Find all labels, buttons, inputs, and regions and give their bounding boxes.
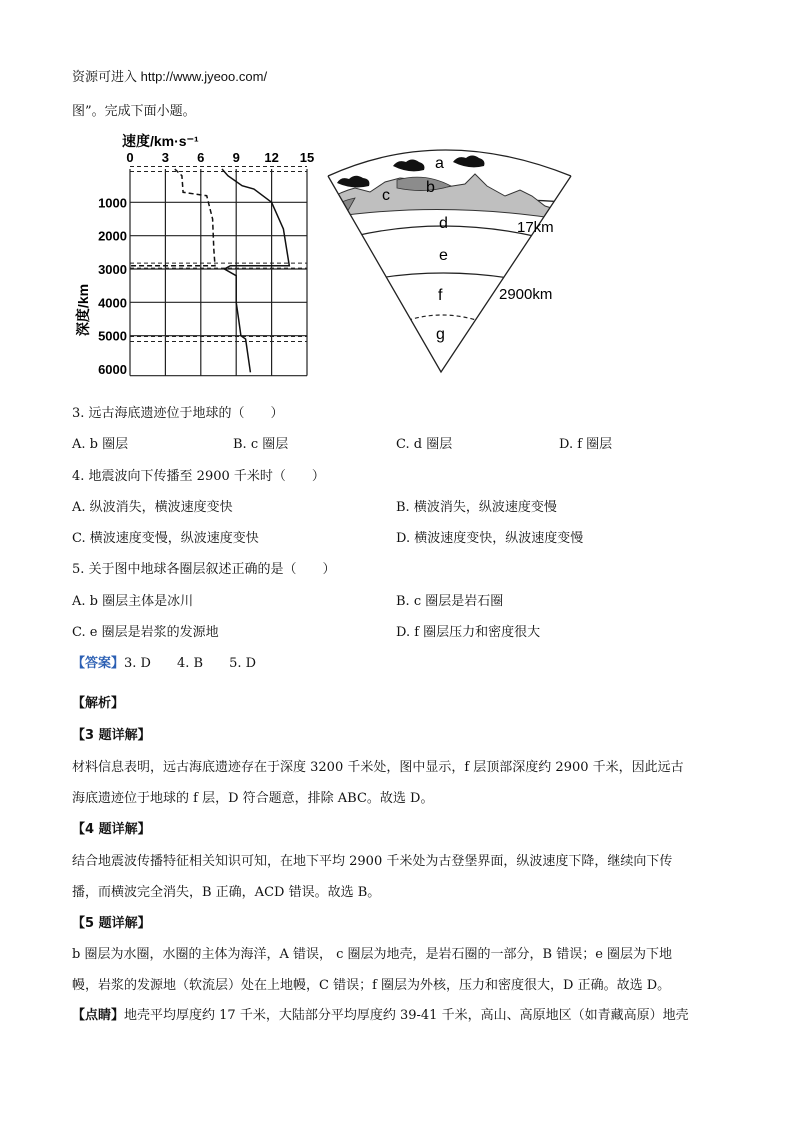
- answer-tag: 【答案】: [72, 656, 125, 671]
- q4-stem: 4. 地震波向下传播至 2900 千米时（ ）: [72, 469, 325, 484]
- x-tick-label: 9: [232, 150, 240, 165]
- x-tick-label: 0: [126, 150, 134, 165]
- depth-label-17km: 17km: [517, 219, 554, 236]
- intro-line: 图”。完成下面小题。: [72, 104, 196, 119]
- seismic-wave-chart: [70, 132, 320, 382]
- label-c: c: [382, 187, 390, 204]
- y-tick-label: 3000: [98, 262, 127, 277]
- detail-3-line-2: 海底遗迹位于地球的 f 层，D 符合题意，排除 ABC。故选 D。: [72, 791, 434, 806]
- q4-option-d: D. 横波速度变快，纵波速度变慢: [396, 531, 584, 546]
- q5-stem: 5. 关于图中地球各圈层叙述正确的是（ ）: [72, 562, 336, 577]
- analysis-tag: 【解析】: [72, 696, 125, 711]
- source-header: 资源可进入 http://www.jyeoo.com/: [72, 69, 268, 84]
- tip-text: 地壳平均厚度约 17 千米，大陆部分平均厚度约 39-41 千米，高山、高原地区（如青藏高原）地壳: [124, 1008, 689, 1023]
- x-tick-label: 12: [264, 150, 279, 165]
- x-axis-label: 速度/km·s⁻¹: [122, 133, 199, 149]
- x-tick-label: 6: [197, 150, 205, 165]
- tip-line: [72, 1004, 689, 1023]
- detail-4-line-2: 播，而横波完全消失，B 正确，ACD 错误。故选 B。: [72, 885, 381, 900]
- q4-option-b: B. 横波消失，纵波速度变慢: [396, 500, 557, 515]
- detail-4-line-1: 结合地震波传播特征相关知识可知，在地下平均 2900 千米处为古登堡界面，纵波速度下降，继续向下传: [72, 854, 673, 869]
- detail-3-tag: 【3 题详解】: [72, 728, 151, 743]
- q3-stem: 3. 远古海底遗迹位于地球的（ ）: [72, 406, 284, 421]
- series-s-wave: [130, 169, 215, 266]
- cloud-icon: [393, 160, 424, 172]
- label-e: e: [439, 247, 448, 264]
- detail-3-line-1: 材料信息表明，远古海底遗迹存在于深度 3200 千米处，图中显示，f 层顶部深度约 2900 千米，因此远古: [72, 760, 684, 775]
- q3-option-c: C. d 圈层: [396, 437, 453, 452]
- q5-option-a: A. b 圈层主体是冰川: [72, 594, 194, 609]
- label-f: f: [438, 287, 443, 304]
- depth-label-2900km: 2900km: [499, 286, 553, 303]
- q3-option-d: D. f 圈层: [559, 437, 613, 452]
- label-g: g: [436, 326, 445, 343]
- y-tick-label: 6000: [98, 362, 127, 377]
- label-a: a: [435, 155, 444, 172]
- y-tick-label: 4000: [98, 295, 127, 311]
- q5-option-d: D. f 圈层压力和密度很大: [396, 625, 541, 640]
- y-tick-label: 5000: [98, 328, 127, 344]
- ocean-layer-b: [397, 177, 451, 190]
- earth-layers-diagram: [325, 140, 595, 375]
- detail-5-tag: 【5 题详解】: [72, 916, 151, 931]
- cloud-icon: [337, 176, 369, 188]
- q3-option-a: A. b 圈层: [72, 437, 129, 452]
- x-tick-label: 15: [299, 150, 315, 165]
- y-tick-label: 2000: [98, 228, 127, 244]
- q4-option-c: C. 横波速度变慢，纵波速度变快: [72, 531, 259, 546]
- tip-tag: 【点睛】: [72, 1008, 125, 1023]
- detail-5-line-2: 幔，岩浆的发源地（软流层）处在上地幔，C 错误；f 圈层为外核，压力和密度很大，D 正确。故选 D。: [72, 978, 671, 993]
- y-tick-label: 1000: [98, 195, 127, 211]
- answer-text: 3. D 4. B 5. D: [124, 656, 257, 671]
- label-b: b: [426, 179, 435, 196]
- label-d: d: [439, 215, 448, 232]
- x-tick-label: 3: [161, 150, 170, 165]
- detail-4-tag: 【4 题详解】: [72, 822, 151, 837]
- q5-option-c: C. e 圈层是岩浆的发源地: [72, 625, 219, 640]
- q4-option-a: A. 纵波消失，横波速度变快: [72, 500, 233, 515]
- detail-5-line-1: b 圈层为水圈，水圈的主体为海洋，A 错误， c 圈层为地壳，是岩石圈的一部分，B 错误；e 圈层为下地: [72, 947, 673, 962]
- cloud-icon: [453, 156, 484, 168]
- q5-option-b: B. c 圈层是岩石圈: [396, 594, 504, 609]
- answer-line: [72, 652, 256, 671]
- y-axis-label: 深度/km: [75, 283, 91, 337]
- q3-option-b: B. c 圈层: [233, 437, 289, 452]
